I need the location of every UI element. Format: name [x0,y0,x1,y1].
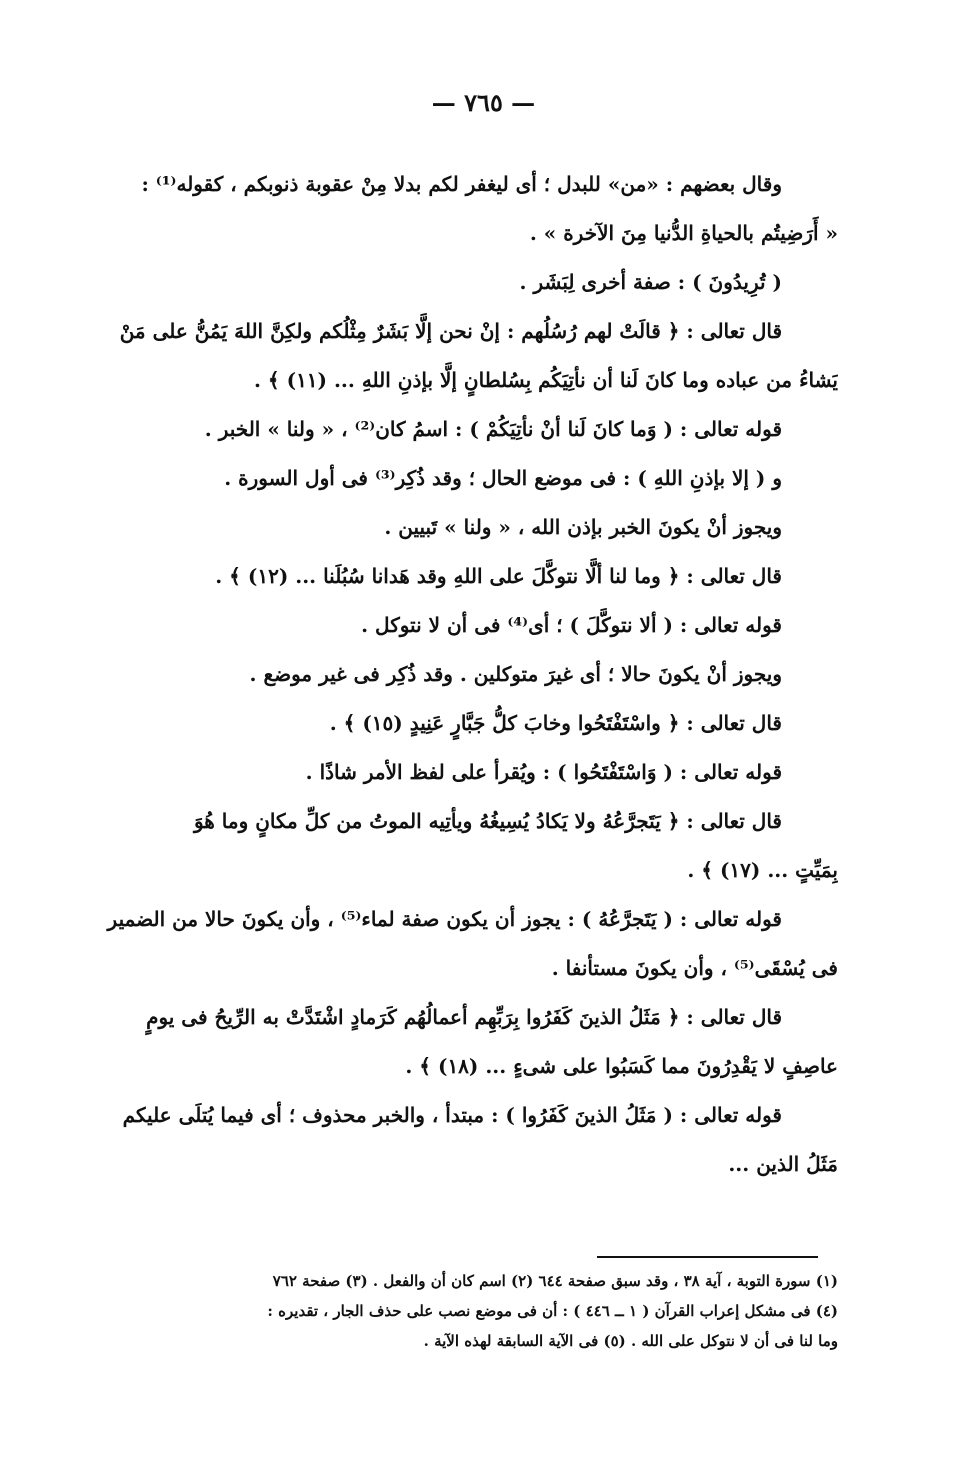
text-line: قال تعالى : ﴿ واسْتَفْتَحُوا وخابَ كلُّ جَبَّارٍ عَنِيدٍ (١٥) ﴾ . [329,711,782,735]
text-line: ( تُرِيدُونَ ) : صفة أخرى لِبَشَر . [519,270,782,294]
text-line: قال تعالى : ﴿ يَتَجرَّعُهُ ولا يَكادُ يُسِيغُهُ ويأتِيه الموتُ من كلِّ مكانٍ وما هُوَ [193,809,782,833]
footnote-line: وما لنا فى أن لا نتوكل على الله . (٥) فى الآية السابقة لهذه الآية . [423,1332,838,1350]
text-line: قوله تعالى : ( ألا نتوكَّلَ ) ؛ أى⁽⁴⁾ فى أن لا نتوكل . [361,613,782,637]
text-line: قال تعالى : ﴿ مَثَلُ الذينَ كَفَرُوا بِرَبِّهِم أعمالُهُم كَرَمادٍ اشْتَدَّتْ به الرِّيحُ فى يومٍ [146,1005,782,1029]
footnote-divider [597,1256,818,1258]
text-line: قوله تعالى : ( مَثَلُ الذينَ كَفَرُوا ) : مبتدأ ، والخبر محذوف ؛ أى فيما يُتلَى عليكم [122,1103,782,1127]
text-line: مَثَلُ الذين ... [728,1152,838,1176]
text-line: ويجوز أنْ يكونَ حالا ؛ أى غيرَ متوكلين . وقد ذُكِر فى غير موضع . [249,662,782,686]
text-line: قوله تعالى : ( وَما كانَ لَنا أنْ نأتِيَكُمْ ) : اسمُ كان⁽²⁾ ، « ولنا » الخبر . [204,417,782,441]
text-line: « أَرَضِيتُم بالحياةِ الدُّنيا مِنَ الآخرة » . [529,221,838,245]
text-line: فى يُسْقَى⁽⁵⁾ ، وأن يكونَ مستأنفا . [551,956,838,980]
text-line: عاصِفٍ لا يَقْدِرُونَ مما كَسَبُوا على شىءٍ ... (١٨) ﴾ . [405,1054,838,1078]
footnote-line: (١) سورة التوبة ، آية ٣٨ ، وقد سبق صفحة ٦٤٤ (٢) اسم كان أن والفعل . (٣) صفحة ٧٦٢ [272,1272,838,1290]
text-line: قال تعالى : ﴿ وما لنا ألَّا نتوكَّلَ على اللهِ وقد هَدانا سُبُلَنا ... (١٢) ﴾ . [215,564,782,588]
text-line: بِمَيِّتٍ ... (١٧) ﴾ . [687,858,838,882]
page-number: — ٧٦٥ — [431,88,536,117]
text-line: قوله تعالى : ( يَتَجرَّعُهُ ) : يجوز أن يكون صفة لماء⁽⁵⁾ ، وأن يكونَ حالا من الضمير [107,907,782,931]
text-line: قال تعالى : ﴿ قالَتْ لهم رُسُلُهم : إنْ نحن إلَّا بَشَرٌ مِثْلُكم ولكِنَّ اللهَ يَمُنُّ على مَنْ [119,319,782,343]
text-line: قوله تعالى : ( وَاسْتَفْتَحُوا ) : ويُقرأ على لفظ الأمر شاذًا . [305,760,782,784]
text-line: و ( إلا بإذنِ اللهِ ) : فى موضع الحال ؛ وقد ذُكِر⁽³⁾ فى أول السورة . [224,466,782,490]
text-line: يَشاءُ من عباده وما كانَ لَنا أن نأتِيَكُم بِسُلطانٍ إلَّا بإذنِ اللهِ ... (١١) ﴾ . [253,368,838,392]
footnotes [28,1266,838,1356]
text-line: ويجوز أنْ يكونَ الخبر بإذن الله ، « ولنا » تَبيين . [384,515,782,539]
text-line: وقال بعضهم : «من» للبدل ؛ أى ليغفر لكم بدلا مِنْ عقوبة ذنوبكم ، كقوله⁽¹⁾ : [141,172,782,196]
footnote-line: (٤) فى مشكل إعراب القرآن ( ١ ــ ٤٤٦ ) : أن فى موضع نصب على حذف الجار ، تقديره : [267,1302,838,1320]
body-text [28,160,838,1189]
